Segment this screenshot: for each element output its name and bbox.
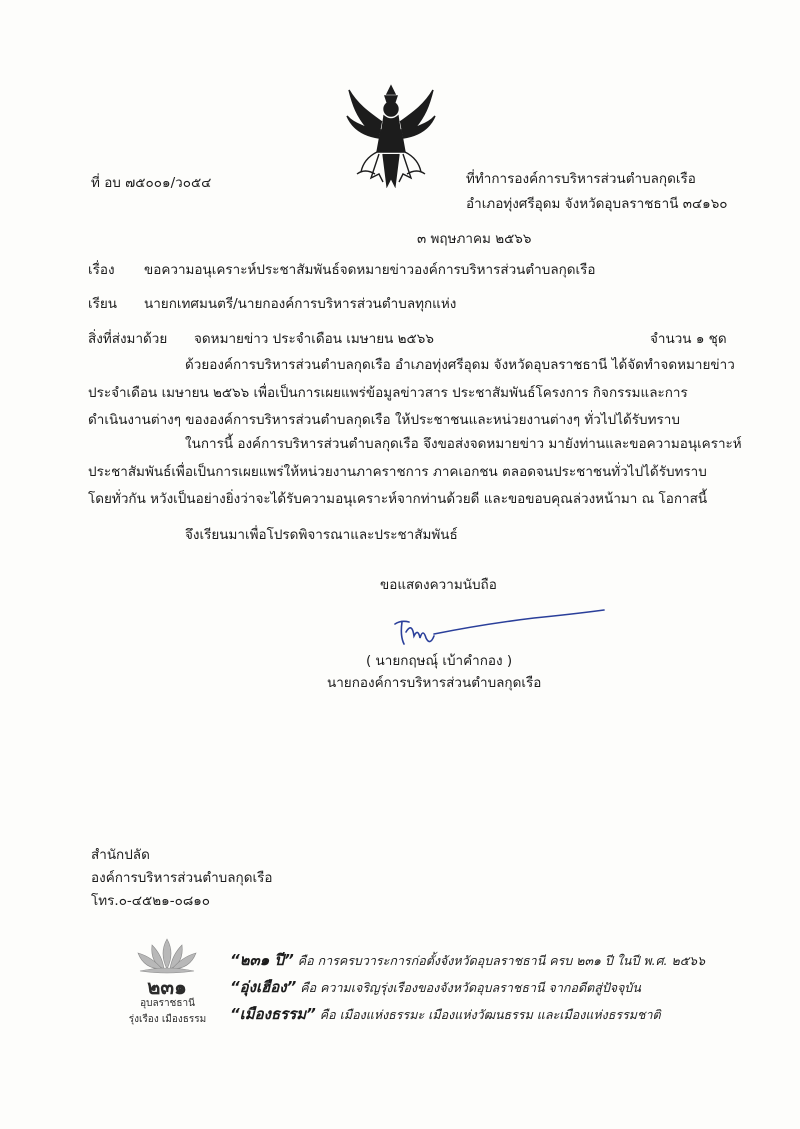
- logo-number: ๒๓๑: [147, 975, 187, 999]
- body-paragraph-1: [88, 352, 764, 435]
- slogan-line: [230, 948, 705, 972]
- slogan-line: [230, 1002, 661, 1026]
- paragraph-line: ด้วยองค์การบริหารส่วนตำบลกุดเรือ อำเภอทุ่งศรีอุดม จังหวัดอุบลราชธานี ได้จัดทำจดหมายข่าว: [185, 357, 735, 373]
- garuda-emblem-icon: [343, 82, 439, 188]
- enclosure-label: สิ่งที่ส่งมาด้วย: [88, 331, 168, 347]
- logo-line2: รุ่งเรือง เมืองธรรม: [128, 1014, 207, 1025]
- anniversary-logo: [110, 935, 225, 1030]
- letter-date: ๓ พฤษภาคม ๒๕๖๖: [417, 231, 532, 247]
- sender-address-line1: ที่ทำการองค์การบริหารส่วนตำบลกุดเรือ: [466, 171, 696, 187]
- slogan-keyword: “๒๓๑ ปี”: [230, 951, 294, 969]
- office-department: สำนักปลัด: [91, 847, 150, 863]
- recipient-text: นายกเทศมนตรี/นายกองค์การบริหารส่วนตำบลทุกแห่ง: [144, 296, 457, 312]
- office-organization: องค์การบริหารส่วนตำบลกุดเรือ: [91, 870, 273, 886]
- paragraph-line: ในการนี้ องค์การบริหารส่วนตำบลกุดเรือ จึงขอส่งจดหมายข่าว มายังท่านและขอความอนุเคราะห์: [185, 436, 742, 452]
- paragraph-line: ประชาสัมพันธ์เพื่อเป็นการเผยแพร่ให้หน่วยงานภาคราชการ ภาคเอกชน ตลอดจนประชาชนทั่วไปได้รับทราบ: [88, 463, 707, 480]
- signer-title: นายกองค์การบริหารส่วนตำบลกุดเรือ: [327, 675, 542, 691]
- slogan-keyword: “เมืองธรรม”: [230, 1005, 316, 1023]
- sender-address-line2: อำเภอทุ่งศรีอุดม จังหวัดอุบลราชธานี ๓๔๑๖๐: [466, 196, 728, 212]
- office-phone: โทร.๐-๔๕๒๑-๐๘๑๐: [91, 893, 211, 909]
- slogan-text: คือ เมืองแห่งธรรมะ เมืองแห่งวัฒนธรรม และเมืองแห่งธรรมชาติ: [315, 1007, 661, 1022]
- paragraph-line: ประจำเดือน เมษายน ๒๕๖๖ เพื่อเป็นการเผยแพร่ข้อมูลข่าวสาร ประชาสัมพันธ์โครงการ กิจกรรมและการ: [88, 384, 688, 401]
- reference-number: ที่ อบ ๗๕๐๐๑/ว๐๕๔: [91, 175, 212, 191]
- complimentary-close: ขอแสดงความนับถือ: [380, 577, 497, 593]
- recipient-label: เรียน: [88, 296, 118, 312]
- body-paragraph-3: จึงเรียนมาเพื่อโปรดพิจารณาและประชาสัมพันธ์: [185, 527, 458, 543]
- enclosure-quantity: จำนวน ๑ ชุด: [650, 331, 727, 347]
- enclosure-text: จดหมายข่าว ประจำเดือน เมษายน ๒๕๖๖: [194, 331, 434, 347]
- paragraph-line: ดำเนินงานต่างๆ ขององค์การบริหารส่วนตำบลกุดเรือ ให้ประชาชนและหน่วยงานต่างๆ ทั่วไปได้รับทราบ: [88, 412, 680, 428]
- slogan-keyword: “อุ่งเฮือง”: [230, 978, 297, 996]
- slogan-line: [230, 975, 641, 999]
- lotus-icon: [110, 935, 225, 975]
- subject-text: ขอความอนุเคราะห์ประชาสัมพันธ์จดหมายข่าวองค์การบริหารส่วนตำบลกุดเรือ: [144, 262, 596, 278]
- body-paragraph-2: [88, 431, 764, 514]
- slogan-text: คือ การครบวาระการก่อตั้งจังหวัดอุบลราชธานี ครบ ๒๓๑ ปี ในปี พ.ศ. ๒๕๖๖: [293, 953, 706, 968]
- signature-icon: [390, 606, 605, 656]
- logo-line1: อุบลราชธานี: [140, 998, 195, 1009]
- signer-name: ( นายกฤษณุ์ เบ้าคำกอง ): [366, 653, 513, 669]
- slogan-text: คือ ความเจริญรุ่งเรืองของจังหวัดอุบลราชธานี จากอดีตสู่ปัจจุบัน: [296, 980, 641, 995]
- paragraph-line: โดยทั่วกัน หวังเป็นอย่างยิ่งว่าจะได้รับความอนุเคราะห์จากท่านด้วยดี และขอขอบคุณล่วงหน้ามา ณ โอกาสนี้: [88, 491, 708, 507]
- subject-label: เรื่อง: [88, 262, 115, 278]
